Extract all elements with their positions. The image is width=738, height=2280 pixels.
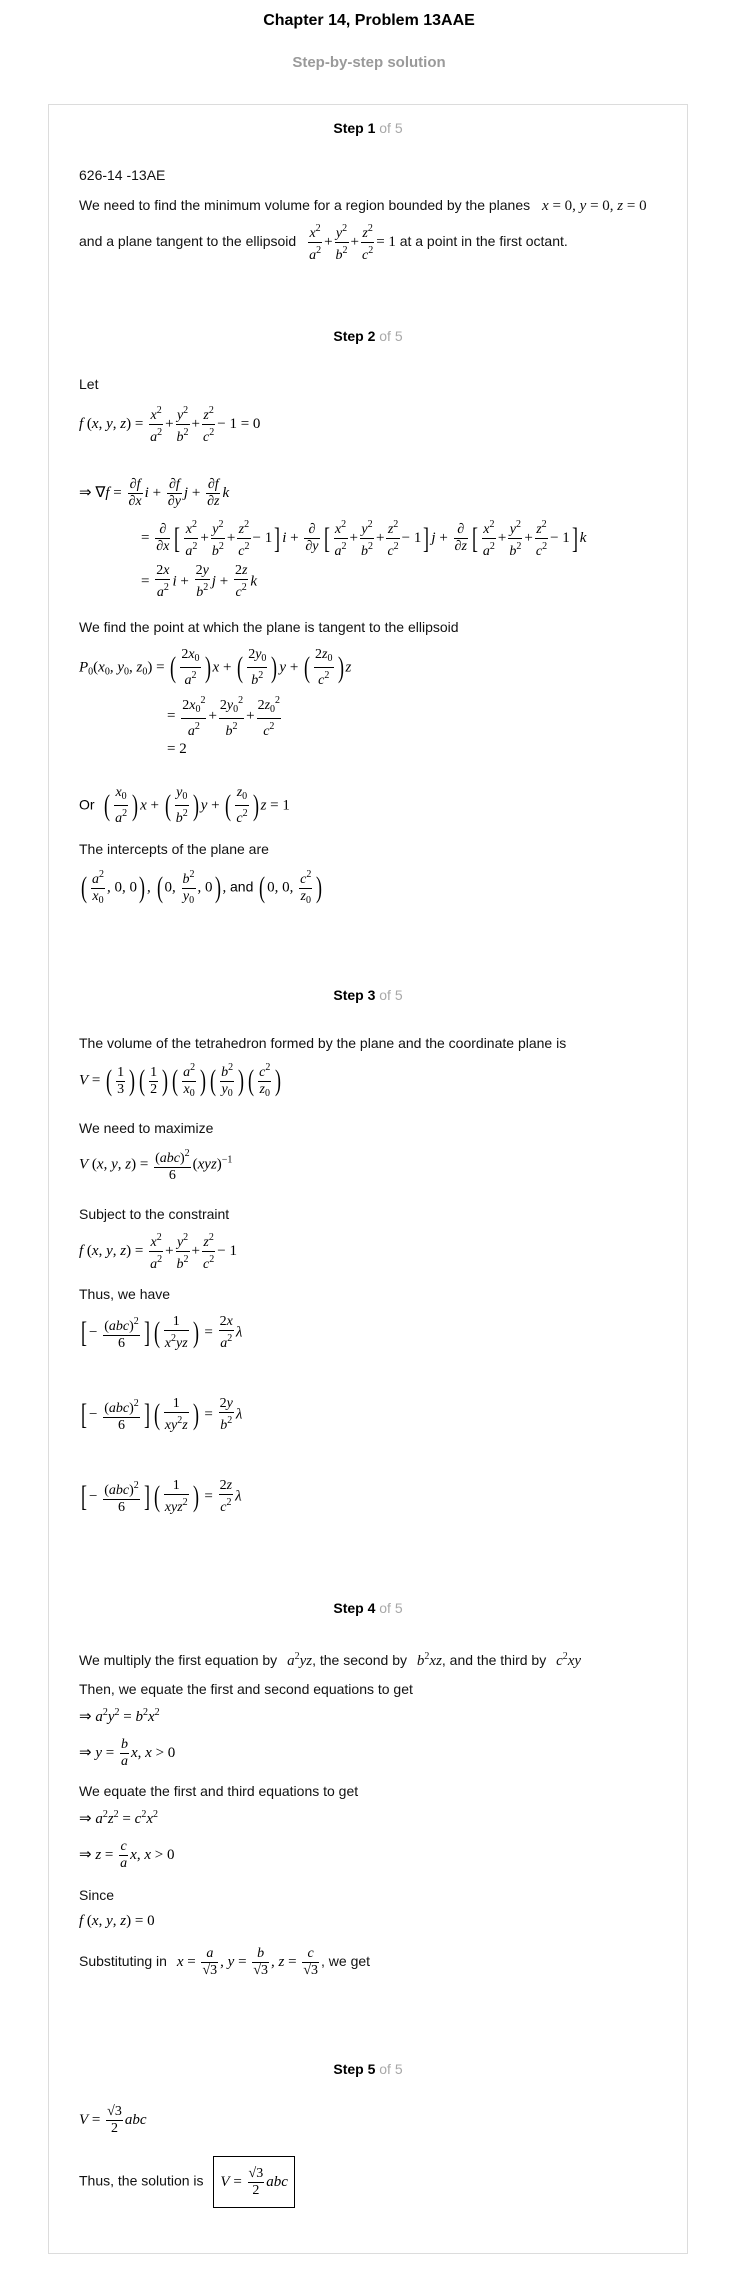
step-3-subject-text: Subject to the constraint xyxy=(79,1206,230,1222)
eq-plane-normalized: Or ( $\frac{x_0}{a^2}$ ) x + ( $\frac{y_0}{b^2}$ ) y + ( $\frac{z_0}{c^2}$ ) z = 1 xyxy=(79,785,290,826)
step-4-header: Step 4 of 5 xyxy=(333,1600,403,1616)
eq-az-cx: ⇒ $a^2z^2 = c^2x^2$ xyxy=(79,1809,158,1827)
step-5-header: Step 5 of 5 xyxy=(333,2061,403,2077)
step-4-substitute-text: Substituting in x = $\frac{a}{√3}$ , y = $\frac{b}{√3}$ , z = $\frac{c}{√3}$ , we get xyxy=(79,1946,371,1979)
step-4-since-text: Since xyxy=(79,1887,115,1903)
step-2-card xyxy=(48,313,688,973)
eq-volume-result: V = $\frac{√3}{2}$ abc xyxy=(79,2104,147,2136)
eq-intercepts: ( $\frac{a^2}{x_0}$ , 0, 0) , ( 0, $\frac{b^2}{y_0}$ , 0) , and ( 0, 0, $\frac{c^2}{z_0}$ ) xyxy=(81,869,323,906)
eq-z-solution: ⇒ z = $\frac{c}{a}$ x, x > 0 xyxy=(79,1839,175,1871)
eq-lagrange-y: [ − $\frac{(abc)^2}{6}$ ] ( $\frac{1}{xy^2z}$ ) = $\frac{2y}{b^2}$ λ xyxy=(81,1396,243,1433)
eq-lagrange-z: [ − $\frac{(abc)^2}{6}$ ] ( $\frac{1}{xyz^2}$ ) = $\frac{2z}{c^2}$ λ xyxy=(81,1478,242,1515)
page-title: Chapter 14, Problem 13AAE xyxy=(263,12,475,29)
step-2-let: Let xyxy=(79,376,99,392)
step-2-intercepts-text: The intercepts of the plane are xyxy=(79,841,269,857)
step-4-equate12-text: Then, we equate the first and second equations to get xyxy=(79,1681,413,1697)
step-3-volume-text: The volume of the tetrahedron formed by the plane and the coordinate plane is xyxy=(79,1035,567,1051)
step-3-maximize-text: We need to maximize xyxy=(79,1120,214,1136)
step-1-line-1: We need to find the minimum volume for a region bounded by the planes x = 0, y = 0, z = 0 xyxy=(79,197,647,214)
final-answer-box: V = $\frac{√3}{2}$ abc xyxy=(213,2156,295,2208)
step-5-card xyxy=(48,2046,688,2254)
step-3-header: Step 3 of 5 xyxy=(333,987,403,1003)
step-2-tangent-text: We find the point at which the plane is tangent to the ellipsoid xyxy=(79,619,459,635)
step-1-line-2: and a plane tangent to the ellipsoid $\frac{x^2}{a^2}$ + $\frac{y^2}{b^2}$ + $\frac{z^2}{c^2}$ = 1 at a point in the first octant. xyxy=(79,223,568,263)
step-4-card xyxy=(48,1585,688,2047)
eq-objective: V (x, y, z) = $\frac{(abc)^2}{6}$ (xyz)$^{-1}$ xyxy=(79,1148,233,1183)
eq-f-definition: f (x, y, z) = $\frac{x^2}{a^2}$ + $\frac{y^2}{b^2}$ + $\frac{z^2}{c^2}$ − 1 = 0 xyxy=(79,405,261,445)
problem-code: 626-14 -13AE xyxy=(79,167,166,183)
step-3-thus-text: Thus, we have xyxy=(79,1286,171,1302)
eq-gradient-3: = $\frac{2x}{a^2}$ i + $\frac{2y}{b^2}$ j + $\frac{2z}{c^2}$ k xyxy=(141,563,258,600)
step-2-header: Step 2 of 5 xyxy=(333,328,403,344)
step-1-card xyxy=(48,104,688,314)
page-subtitle: Step-by-step solution xyxy=(292,54,446,71)
eq-tangent-equals-2: = 2 xyxy=(167,741,187,757)
step-4-multiply-text: We multiply the first equation by $a^2yz$, the second by $b^2xz$, and the third by $c^2xy$ xyxy=(79,1651,582,1669)
step-1-header: Step 1 of 5 xyxy=(333,120,403,136)
step-3-card xyxy=(48,972,688,1586)
step-4-equate13-text: We equate the first and third equations to get xyxy=(79,1783,359,1799)
eq-gradient-1: ⇒ ∇f = $\frac{\partial f}{\partial x}$ i + $\frac{\partial f}{\partial y}$ j + $\frac{\partial f}{\partial z}$ k xyxy=(79,477,230,509)
eq-gradient-2: = $\frac{\partial}{\partial x}$ [ $\frac{x^2}{a^2}$ + $\frac{y^2}{b^2}$ + $\frac{z^2}{c^2}$ − 1] i + $\frac{\partial}{\partial y}$ [ $\frac{x^2}{a^2}$ + $\frac{y^2}{b^2}$ + $\frac{z^2}{c^2}$ − 1] j + $\frac{\partial}{\partial z}$ [ $\frac{x^2}{a^2}$ + $\frac{y^2}{b^2}$ + $\frac{z^2}{c^2}$ − 1] k xyxy=(141,519,587,559)
eq-tangent-plane: $P_0(x_0$, $y_0$, $z_0$) = ( $\frac{2x_0}{a^2}$ ) x + ( $\frac{2y_0}{b^2}$ ) y + ( $\frac{2z_0}{c^2}$ ) z xyxy=(79,647,352,688)
eq-y-solution: ⇒ y = $\frac{b}{a}$ x, x > 0 xyxy=(79,1737,176,1769)
eq-lagrange-x: [ − $\frac{(abc)^2}{6}$ ] ( $\frac{1}{x^2yz}$ ) = $\frac{2x}{a^2}$ λ xyxy=(81,1314,243,1351)
eq-f-zero: f (x, y, z) = 0 xyxy=(79,1913,155,1929)
eq-ay-bx: ⇒ $a^2y^2 = b^2x^2$ xyxy=(79,1707,160,1725)
eq-tangent-sum: = $\frac{2x_0^2}{a^2}$ + $\frac{2y_0^2}{b^2}$ + $\frac{2z_0^2}{c^2}$ xyxy=(167,695,281,739)
eq-constraint: f (x, y, z) = $\frac{x^2}{a^2}$ + $\frac{y^2}{b^2}$ + $\frac{z^2}{c^2}$ − 1 xyxy=(79,1232,237,1272)
eq-volume: V = ( $\frac{1}{3}$ ) ( $\frac{1}{2}$ ) ( $\frac{a^2}{x_0}$ ) ( $\frac{b^2}{y_0}$ ) ( $\frac{c^2}{z_0}$ ) xyxy=(79,1062,282,1099)
step-5-solution: Thus, the solution is V = $\frac{√3}{2}$ abc xyxy=(79,2156,295,2208)
